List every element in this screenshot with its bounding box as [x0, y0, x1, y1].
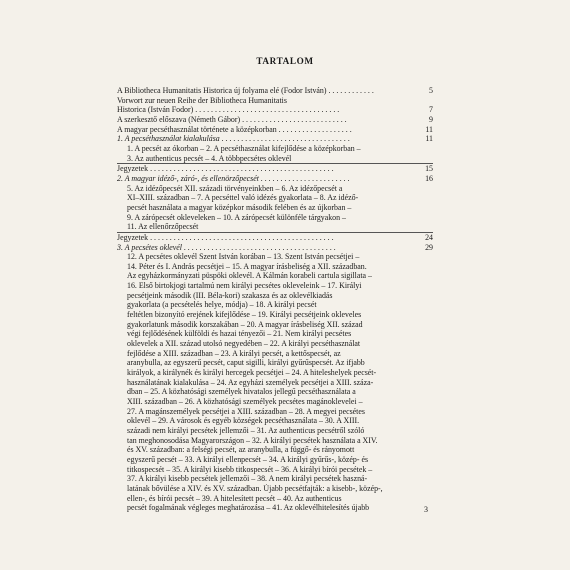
- toc-entry-title: Vorwort zur neuen Reihe der Bibliotheca Humanitatis: [117, 95, 287, 105]
- toc-subsection-line: Az egyházkormányzati püspöki oklevél. A Kálmán korabeli cartula sigillata –: [127, 271, 372, 281]
- toc-subsection-line: 16. Első birtokjogi tartalmú nem királyi pecsétes okleveleink – 17. Királyi: [127, 281, 362, 291]
- toc-subsection-line: egyszerű pecsét – 33. A királyi ellenpecsét – 34. A királyi gyűrűs-, közép- és: [127, 454, 369, 464]
- toc-entry-page: 16: [419, 174, 433, 184]
- toc-subsection-line: 12. A pecsétes oklevél Szent István korában – 13. Szent István pecsétjei –: [127, 252, 360, 262]
- toc-subsection-line: 5. Az idézőpecsét XII. századi törvényeinkben – 6. Az idézőpecsét a: [127, 183, 343, 193]
- toc-entry[interactable]: [117, 115, 433, 125]
- toc-subsection-line: feltétlen bizonyító erejének kifejlődése – 19. Királyi pecsétjeink okleveles: [127, 310, 362, 320]
- toc-subsection-line: királyok, a királynék és királyi hercegek pecsétjei – 24. A hiteleshelyek pecsét-: [127, 368, 377, 378]
- toc-subsection-line: 27. A magánszemélyek pecsétjei a XIII. században – 28. A megyei pecsétes: [127, 406, 365, 416]
- toc-entry[interactable]: [117, 163, 433, 174]
- toc-entry-page: 11: [419, 134, 433, 144]
- toc-subsection-line: latának bővülése a XIV. és XV. században. Újabb pecsétfajták: a kisebb-, közép-,: [127, 483, 383, 493]
- toc-subsection-line: pecsét használata a magyar középkor második felében és az újkorban –: [127, 202, 352, 212]
- toc-entry-title: 3. A pecsétes oklevél . . . . . . . . . . . . . . . . . . . . . . . . . . . . . . . . . . . . . . .: [117, 242, 336, 252]
- toc-subsection-line: tan meghonosodása Magyarországon – 32. A királyi pecsétek használata a XIV.: [127, 435, 378, 445]
- toc-entry-title: 1. A pecséthasználat kialakulása . . . . . . . . . . . . . . . . . . . . . . . . . . . . . . . . .: [117, 134, 350, 144]
- toc-subsection-line: titkospecsét – 35. A királyi kisebb titkospecsét – 36. A királyi bírói pecsétek –: [127, 464, 373, 474]
- toc-entry-title: Historica (István Fodor) . . . . . . . . . . . . . . . . . . . . . . . . . . . . . . . . . . . . .: [117, 105, 340, 115]
- toc-entry[interactable]: [117, 232, 433, 243]
- toc-subsection-line: 1. A pecsét az ókorban – 2. A pecséthasználat kifejlődése a középkorban –: [127, 143, 361, 153]
- toc-subsection-line: végi fejlődésének külföldi és hazai tényezői – 21. Nem királyi pecsétes: [127, 329, 352, 339]
- toc-subsection-line: XI–XIII. században – 7. A pecséttel való idézés gyakorlata – 8. Az idéző-: [127, 193, 359, 203]
- page-number: 3: [424, 505, 428, 514]
- toc-entry-page: 29: [419, 243, 433, 253]
- toc-subsection-list: [117, 184, 433, 232]
- toc-entry[interactable]: [117, 96, 433, 115]
- page-title: TARTALOM: [256, 56, 314, 66]
- toc-entry[interactable]: [117, 86, 433, 96]
- toc-subsection-line: 9. A zárópecsét okleveleken – 10. A zárópecsét különféle tárgyakon –: [127, 212, 346, 222]
- toc-subsection-line: XIII. században – 26. A közhatósági személyek pecsétes magánoklevelei –: [127, 397, 363, 406]
- toc-entry-title: A szerkesztő előszava (Németh Gábor) . . . . . . . . . . . . . . . . . . . . . . . . . . .: [117, 114, 347, 124]
- toc-entry[interactable]: [117, 174, 433, 184]
- toc-entry-title: Jegyzetek . . . . . . . . . . . . . . . . . . . . . . . . . . . . . . . . . . . . . . . . . . . . . . .: [117, 164, 334, 174]
- toc-subsection-line: gyakorlatunk második korszakában – 20. A magyar írásbeliség XII. század: [127, 319, 363, 329]
- toc-entry-page: 11: [419, 125, 433, 135]
- toc-subsection-line: fejlődése a XIII. században – 23. A királyi pecsét, a kettőspecsét, az: [127, 348, 341, 358]
- toc-entry[interactable]: [117, 125, 433, 135]
- toc-subsection-line: és XV. században: a felségi pecsét, az aranybulla, a függő- és rányomott: [127, 445, 355, 455]
- toc-entry[interactable]: [117, 243, 433, 253]
- toc-subsection-line: 11. Az ellenőrzőpecsét: [127, 222, 199, 232]
- toc-entry-page: 5: [419, 86, 433, 96]
- toc-entry[interactable]: [117, 134, 433, 144]
- toc-entry-page: 9: [419, 115, 433, 125]
- toc-subsection-line: ellen-, és bírói pecsét – 39. A hitelesített pecsét – 40. Az authenticus: [127, 493, 342, 503]
- toc-subsection-line: századi nem királyi pecsétek jellemzői – 31. Az authenticus pecsétről szóló: [127, 425, 365, 435]
- table-of-contents: [117, 86, 433, 513]
- toc-subsection-line: pecsét fogalmának végleges meghatározása – 41. Az oklevélhitelesítés újabb: [127, 503, 370, 513]
- toc-subsection-line: oklevél – 29. A városok és egyéb községek pecséthasználata – 30. A XIII.: [127, 416, 360, 426]
- toc-subsection-line: gyakorlata (a pecsételés helye, módja) – 18. A királyi pecsét: [127, 300, 317, 310]
- toc-subsection-line: oklevelek a XII. század utolsó negyedében – 22. A királyi pecséthasználat: [127, 339, 361, 349]
- toc-subsection-line: 3. Az authenticus pecsét – 4. A többpecsétes oklevél: [127, 153, 292, 163]
- toc-subsection-line: dban – 25. A közhatósági személyek hivatalos jellegű pecséthasználata a: [127, 387, 356, 397]
- toc-entry-page: 7: [419, 105, 433, 115]
- toc-entry-title: 2. A magyar idéző-, záró-, és ellenörzőpecsét . . . . . . . . . . . . . . . . . . . . . . .: [117, 173, 350, 183]
- toc-entry-title: A magyar pecséthasználat története a középkorban . . . . . . . . . . . . . . . . . . .: [117, 124, 352, 134]
- toc-subsection-list: [117, 144, 433, 163]
- toc-entry-page: 24: [419, 233, 433, 243]
- toc-entry-page: 15: [419, 164, 433, 174]
- toc-subsection-line: aranybulla, az egyszerű pecsét, caput sigilli, királyi gyűrűspecsét. Az ifjabb: [127, 358, 365, 368]
- toc-subsection-line: 37. A királyi kisebb pecsétek jellemzői – 38. A nem királyi pecsétek haszná-: [127, 474, 368, 484]
- toc-subsection-list: [117, 252, 433, 513]
- toc-subsection-line: használatának kialakulása – 24. Az egyházi személyek pecsétjei a XIII. száza-: [127, 377, 374, 387]
- toc-subsection-line: pecsétjeink második (III. Béla-kori) szakasza és az oklevélkiadás: [127, 290, 333, 300]
- toc-entry-title: A Bibliotheca Humanitatis Historica új folyama elé (Fodor István) . . . . . . . . . . . .: [117, 86, 374, 95]
- toc-subsection-line: 14. Péter és I. András pecsétjei – 15. A magyar írásbeliség a XII. században.: [127, 261, 367, 271]
- toc-entry-title: Jegyzetek . . . . . . . . . . . . . . . . . . . . . . . . . . . . . . . . . . . . . . . . . . . . . . .: [117, 232, 334, 242]
